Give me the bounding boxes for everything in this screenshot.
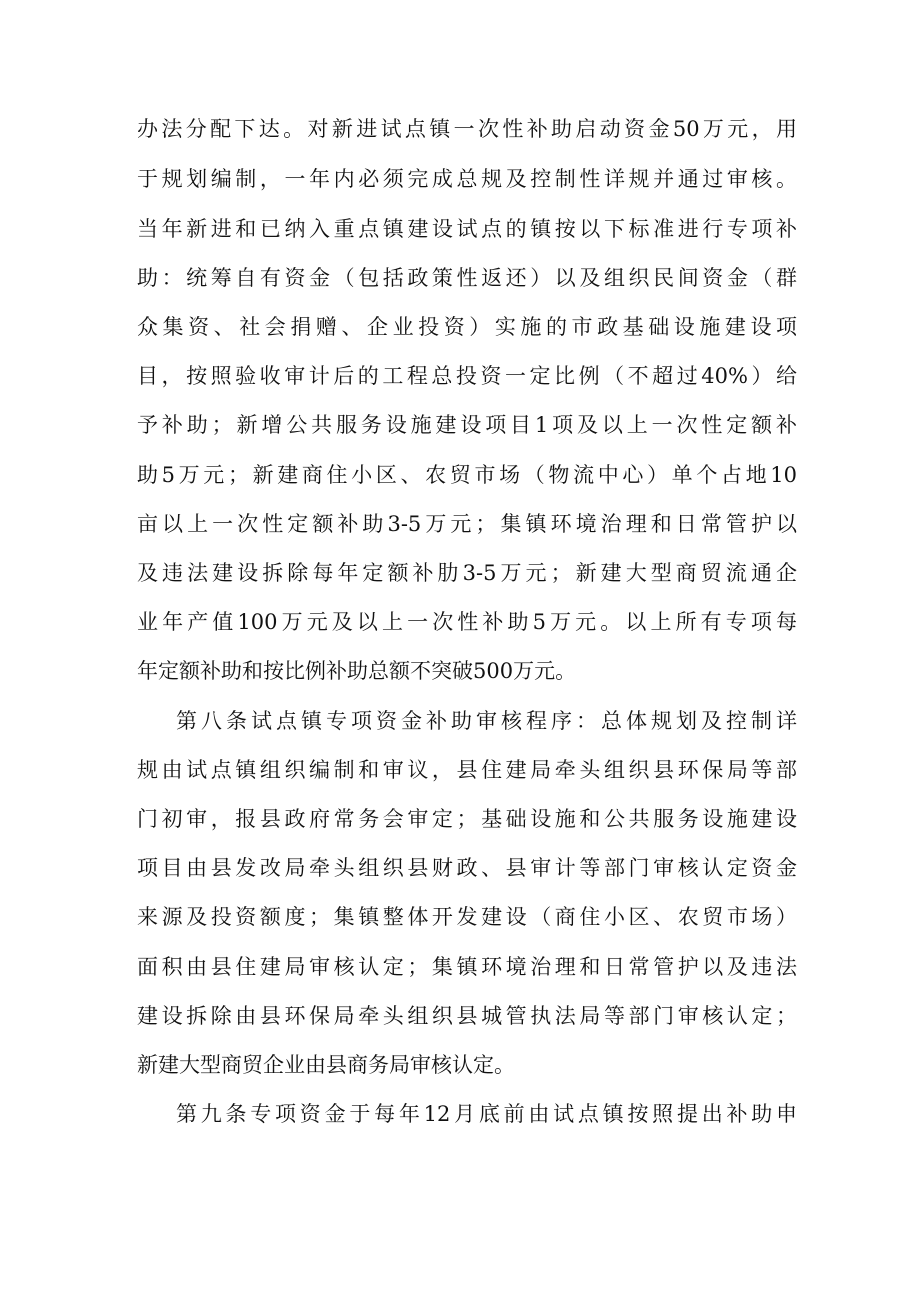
text-line: 当年新进和已纳入重点镇建设试点的镇按以下标准进行专项补 [137,217,797,241]
text-line: 年定额补助和按比例补助总额不突破500万元。 [137,659,577,683]
text-line: 助5万元；新建商住小区、农贸市场（物流中心）单个占地10 [137,463,797,487]
text-line: 面积由县住建局审核认定；集镇环境治理和日常管护以及违法 [137,955,797,979]
text-line: 办法分配下达。对新进试点镇一次性补助启动资金50万元，用 [137,117,797,141]
text-line: 予补助；新增公共服务设施建设项目1项及以上一次性定额补 [137,413,797,437]
article-8-first-line: 第八条试点镇专项资金补助审核程序：总体规划及控制详 [176,709,797,733]
text-line: 及违法建设拆除每年定额补肋3-5万元；新建大型商贸流通企 [137,561,797,585]
text-line: 建设拆除由县环保局牵头组织县城管执法局等部门审核认定； [137,1004,797,1028]
text-line: 规由试点镇组织编制和审议，县住建局牵头组织县环保局等部 [137,758,797,782]
text-line: 亩以上一次性定额补助3-5万元；集镇环境治理和日常管护以 [137,512,797,536]
text-line: 新建大型商贸企业由县商务局审核认定。 [137,1053,515,1077]
text-line: 项目由县发改局牵头组织县财政、县审计等部门审核认定资金 [137,856,797,880]
text-line: 业年产值100万元及以上一次性补助5万元。以上所有专项每 [137,610,797,634]
text-line: 目，按照验收审计后的工程总投资一定比例（不超过40%）给 [137,364,797,388]
text-line: 众集资、社会捐赠、企业投资）实施的市政基础设施建设项 [137,315,797,339]
text-line: 助：统筹自有资金（包括政策性返还）以及组织民间资金（群 [137,266,797,290]
article-9-first-line: 第九条专项资金于每年12月底前由试点镇按照提出补助申 [176,1102,797,1126]
text-line: 门初审，报县政府常务会审定；基础设施和公共服务设施建设 [137,807,797,831]
text-line: 来源及投资额度；集镇整体开发建设（商住小区、农贸市场） [137,905,797,929]
text-line: 于规划编制，一年内必须完成总规及控制性详规并通过审核。 [137,167,797,191]
